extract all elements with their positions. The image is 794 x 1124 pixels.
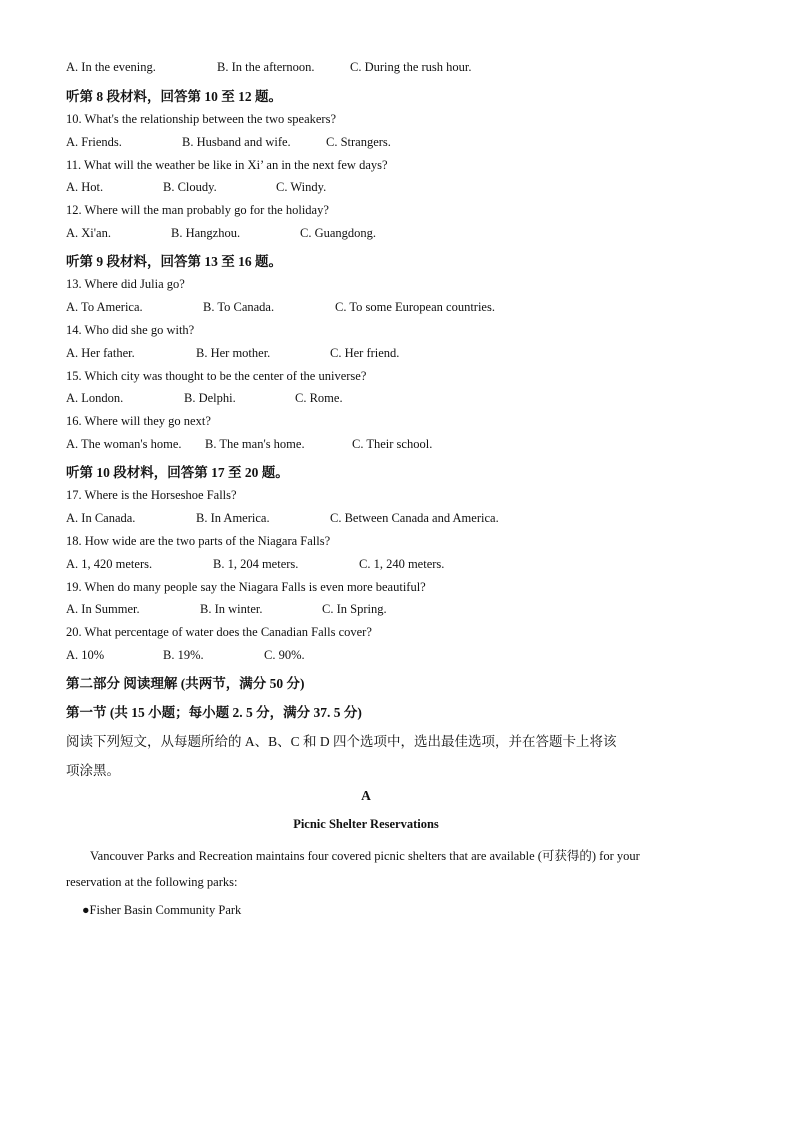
q14-text: 14. Who did she go with? (66, 323, 195, 337)
q15-option-a: A. London. (66, 391, 124, 405)
q17-option-a: A. In Canada. (66, 511, 136, 525)
q20-option-b: B. 19%. (163, 648, 204, 662)
q11-option-a: A. Hot. (66, 180, 104, 194)
q19-text: 19. When do many people say the Niagara Falls is even more beautiful? (66, 580, 426, 594)
section1-header: 第一节 (共 15 小题；每小题 2. 5 分，满分 37. 5 分) (66, 705, 362, 720)
instructions-line1: 阅读下列短文，从每题所给的 A、B、C 和 D 四个选项中，选出最佳选项，并在答题卡上将该 (66, 734, 617, 749)
q16-text: 16. Where will they go next? (66, 414, 211, 428)
q11-text: 11. What will the weather be like in Xi’ an in the next few days? (66, 158, 388, 172)
q17-option-b: B. In America. (196, 511, 270, 525)
q13-option-b: B. To Canada. (203, 300, 275, 314)
q10-text: 10. What's the relationship between the two speakers? (66, 112, 336, 126)
q13-option-c: C. To some European countries. (335, 300, 495, 314)
q12-option-b: B. Hangzhou. (171, 226, 241, 240)
passage-line2: reservation at the following parks: (66, 875, 238, 889)
q10-option-c: C. Strangers. (326, 135, 391, 149)
q18-option-c: C. 1, 240 meters. (359, 557, 445, 571)
q17-text: 17. Where is the Horseshoe Falls? (66, 488, 237, 502)
q15-text: 15. Which city was thought to be the center of the universe? (66, 369, 367, 383)
q17-option-c: C. Between Canada and America. (330, 511, 499, 525)
bullet-fisher-basin: ●Fisher Basin Community Park (82, 903, 242, 917)
q14-option-c: C. Her friend. (330, 346, 400, 360)
q16-option-a: A. The woman's home. (66, 437, 182, 451)
q13-text: 13. Where did Julia go? (66, 277, 185, 291)
q12-option-a: A. Xi'an. (66, 226, 111, 240)
q18-option-a: A. 1, 420 meters. (66, 557, 153, 571)
passage-title: Picnic Shelter Reservations (293, 817, 439, 831)
q14-option-a: A. Her father. (66, 346, 135, 360)
q9-option-c: C. During the rush hour. (350, 60, 472, 74)
part2-header: 第二部分 阅读理解 (共两节，满分 50 分) (66, 676, 305, 691)
q18-text: 18. How wide are the two parts of the Niagara Falls? (66, 534, 331, 548)
q19-option-c: C. In Spring. (322, 602, 387, 616)
q15-option-b: B. Delphi. (184, 391, 236, 405)
q12-option-c: C. Guangdong. (300, 226, 377, 240)
q13-option-a: A. To America. (66, 300, 143, 314)
q9-option-a: A. In the evening. (66, 60, 156, 74)
q16-option-c: C. Their school. (352, 437, 433, 451)
q11-option-c: C. Windy. (276, 180, 327, 194)
section8-header: 听第 8 段材料，回答第 10 至 12 题。 (66, 89, 282, 104)
section9-header: 听第 9 段材料，回答第 13 至 16 题。 (66, 254, 282, 269)
q18-option-b: B. 1, 204 meters. (213, 557, 299, 571)
instructions-line2: 项涂黑。 (66, 763, 120, 778)
q20-option-a: A. 10% (66, 648, 105, 662)
q10-option-b: B. Husband and wife. (182, 135, 291, 149)
q14-option-b: B. Her mother. (196, 346, 271, 360)
q16-option-b: B. The man's home. (205, 437, 305, 451)
q12-text: 12. Where will the man probably go for the holiday? (66, 203, 329, 217)
passage-letter: A (361, 788, 371, 803)
q19-option-a: A. In Summer. (66, 602, 140, 616)
q19-option-b: B. In winter. (200, 602, 263, 616)
section10-header: 听第 10 段材料，回答第 17 至 20 题。 (66, 465, 289, 480)
q20-text: 20. What percentage of water does the Canadian Falls cover? (66, 625, 372, 639)
q9-option-b: B. In the afternoon. (217, 60, 315, 74)
q20-option-c: C. 90%. (264, 648, 305, 662)
q10-option-a: A. Friends. (66, 135, 122, 149)
q11-option-b: B. Cloudy. (163, 180, 217, 194)
passage-line1: Vancouver Parks and Recreation maintains four covered picnic shelters that are available (可获得的) for your (90, 849, 640, 863)
q15-option-c: C. Rome. (295, 391, 343, 405)
